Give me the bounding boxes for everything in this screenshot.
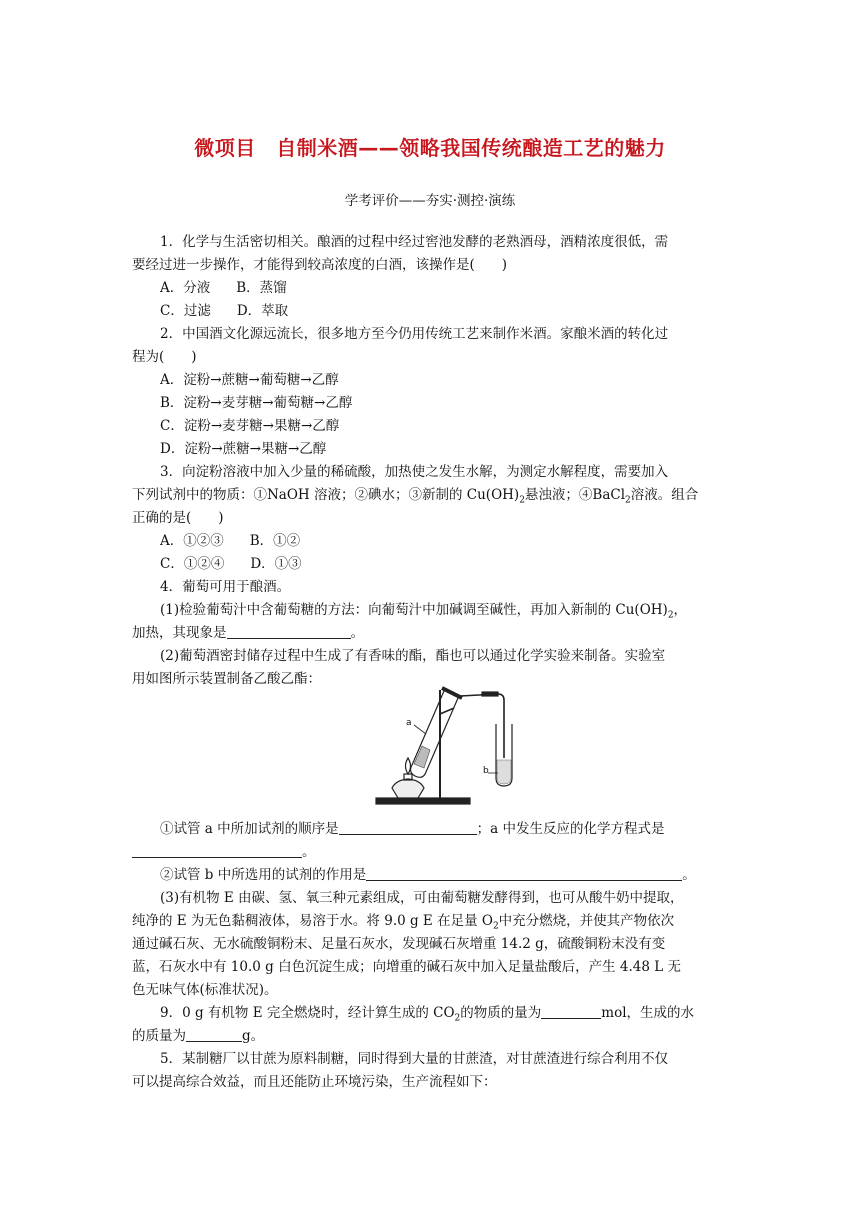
q1-option-c: C．过滤 xyxy=(160,303,211,319)
q4-part3-line-2 xyxy=(132,910,674,932)
q3-option-c: C．①②④ xyxy=(160,556,225,572)
q4-part3-line-4: 蓝，石灰水中有 10.0 g 白色沉淀生成；向增重的碱石灰中加入足量盐酸后，产生 4.48 L 无 xyxy=(132,959,681,975)
q3-options-cd xyxy=(160,553,302,575)
q1-option-d: D．萃取 xyxy=(236,303,289,319)
q4-sub1-line-1 xyxy=(160,818,664,840)
figure-label-a: a xyxy=(406,718,412,728)
q4-part3-text-k: g。 xyxy=(242,1028,265,1044)
q5-line-2: 可以提高综合效益，而且还能防止环境污染，生产流程如下： xyxy=(132,1074,497,1090)
q4-part3-line-1: (3)有机物 E 由碳、氢、氧三种元素组成，可由葡萄糖发酵得到，也可从酸牛奶中提取， xyxy=(160,890,684,906)
q4-part3-text-g: 9．0 g 有机物 E 完全燃烧时，经计算生成的 CO xyxy=(160,1005,455,1021)
q2-line-2: 程为( ) xyxy=(132,349,197,365)
alcohol-lamp xyxy=(392,779,424,798)
q1-option-b: B．蒸馏 xyxy=(236,280,287,296)
answer-blank[interactable] xyxy=(366,866,682,881)
q2-option-c: C．淀粉→麦芽糖→果糖→乙醇 xyxy=(160,418,340,434)
q3-options-ab xyxy=(160,530,300,552)
q3-line-2-part-a: 下列试剂中的物质：①NaOH 溶液；②碘水；③新制的 Cu(OH) xyxy=(132,487,520,503)
q4-line-1: 4．葡萄可用于酿酒。 xyxy=(160,579,291,595)
q3-line-2 xyxy=(132,484,698,506)
q3-line-1: 3．向淀粉溶液中加入少量的稀硫酸，加热使之发生水解，为测定水解程度，需要加入 xyxy=(160,464,669,480)
q4-sub2-label: ②试管 b 中所选用的试剂的作用是 xyxy=(160,867,367,883)
q5-line-1: 5．某制糖厂以甘蔗为原料制糖，同时得到大量的甘蔗渣，对甘蔗渣进行综合利用不仅 xyxy=(160,1051,669,1067)
period: 。 xyxy=(682,867,696,883)
q4-part3-line-7 xyxy=(132,1025,264,1047)
period: 。 xyxy=(302,844,316,860)
subscript: 2 xyxy=(454,1013,461,1024)
tube-b-liquid xyxy=(497,760,511,784)
tube-a-liquid xyxy=(414,746,430,768)
label-a-leader xyxy=(414,725,426,734)
q1-options-cd xyxy=(160,300,288,322)
stopper xyxy=(442,688,462,698)
answer-blank[interactable] xyxy=(541,1004,601,1019)
q4-part3-text-h: 的物质的量为 xyxy=(460,1005,542,1021)
page-title: 微项目 自制米酒——领略我国传统酿造工艺的魅力 xyxy=(194,136,666,160)
q3-line-3: 正确的是( ) xyxy=(132,510,224,526)
q1-options-ab xyxy=(160,277,287,299)
q4-sub1-line-2 xyxy=(132,841,316,863)
stand-base xyxy=(376,798,470,804)
subscript: 2 xyxy=(667,610,674,621)
q4-sub1-order-label: ①试管 a 中所加试剂的顺序是 xyxy=(160,821,339,837)
q3-option-d: D．①③ xyxy=(250,556,302,572)
q4-sub1-equation-label: ；a 中发生反应的化学方程式是 xyxy=(476,821,665,837)
q4-part1-comma: ， xyxy=(673,602,688,618)
q4-part3-line-6 xyxy=(160,1002,694,1024)
q4-part2-line-1: (2)葡萄酒密封储存过程中生成了有香味的酯，酯也可以通过化学实验来制备。实验室 xyxy=(160,648,666,664)
q4-part3-line-3: 通过碱石灰、无水硫酸铜粉末、足量石灰水，发现碱石灰增重 14.2 g，硫酸铜粉末没有变 xyxy=(132,936,666,952)
q4-part1-text: (1)检验葡萄汁中含葡萄糖的方法：向葡萄汁中加碱调至碱性，再加入新制的 Cu(OH) xyxy=(160,602,668,618)
q4-part1-line-1 xyxy=(160,599,687,621)
q4-part3-text-j: 的质量为 xyxy=(132,1028,186,1044)
q3-option-b: B．①② xyxy=(249,533,301,549)
answer-blank[interactable] xyxy=(186,1027,242,1042)
q3-line-2-part-b: 悬浊液；④BaCl xyxy=(524,487,626,503)
delivery-tube xyxy=(460,694,504,758)
q4-sub2-line xyxy=(160,864,696,886)
q2-line-1: 2．中国酒文化源远流长，很多地方至今仍用传统工艺来制作米酒。家酿米酒的转化过 xyxy=(160,326,669,342)
period: 。 xyxy=(350,625,364,641)
q4-part3-line-5: 色无味气体(标准状况)。 xyxy=(132,982,278,998)
answer-blank[interactable] xyxy=(132,843,302,858)
ethyl-acetate-apparatus-diagram xyxy=(370,684,530,810)
q4-part1-phenomenon-label: 加热，其现象是 xyxy=(132,625,227,641)
subscript: 2 xyxy=(492,921,499,932)
q4-part1-line-2 xyxy=(132,622,364,644)
q2-option-a: A．淀粉→蔗糖→葡萄糖→乙醇 xyxy=(160,372,339,388)
q1-line-1: 1．化学与生活密切相关。酿酒的过程中经过窖池发酵的老熟酒母，酒精浓度很低，需 xyxy=(160,234,669,250)
rubber-joint xyxy=(482,692,498,696)
subscript: 2 xyxy=(625,495,631,506)
lamp-flame xyxy=(406,758,411,774)
q1-option-a: A．分液 xyxy=(160,280,211,296)
q4-part2-line-2: 用如图所示装置制备乙酸乙酯： xyxy=(132,671,321,687)
q3-line-2-part-c: 溶液。组合 xyxy=(630,487,699,503)
q4-part3-text-i: mol，生成的水 xyxy=(601,1005,695,1021)
q4-part3-text-c: 中充分燃烧，并使其产物依次 xyxy=(498,913,675,929)
q4-part3-text-b: 纯净的 E 为无色黏稠液体，易溶于水。将 9.0 g E 在足量 O xyxy=(132,913,493,929)
answer-blank[interactable] xyxy=(227,624,351,639)
subscript: 2 xyxy=(519,495,525,506)
section-subtitle: 学考评价——夯实·测控·演练 xyxy=(344,193,516,209)
q1-line-2: 要经过进一步操作，才能得到较高浓度的白酒，该操作是( ) xyxy=(132,257,508,273)
q2-option-b: B．淀粉→麦芽糖→葡萄糖→乙醇 xyxy=(160,395,353,411)
answer-blank[interactable] xyxy=(339,820,477,835)
figure-label-b: b xyxy=(483,766,489,776)
q2-option-d: D．淀粉→蔗糖→果糖→乙醇 xyxy=(160,441,327,457)
q3-option-a: A．①②③ xyxy=(160,533,224,549)
